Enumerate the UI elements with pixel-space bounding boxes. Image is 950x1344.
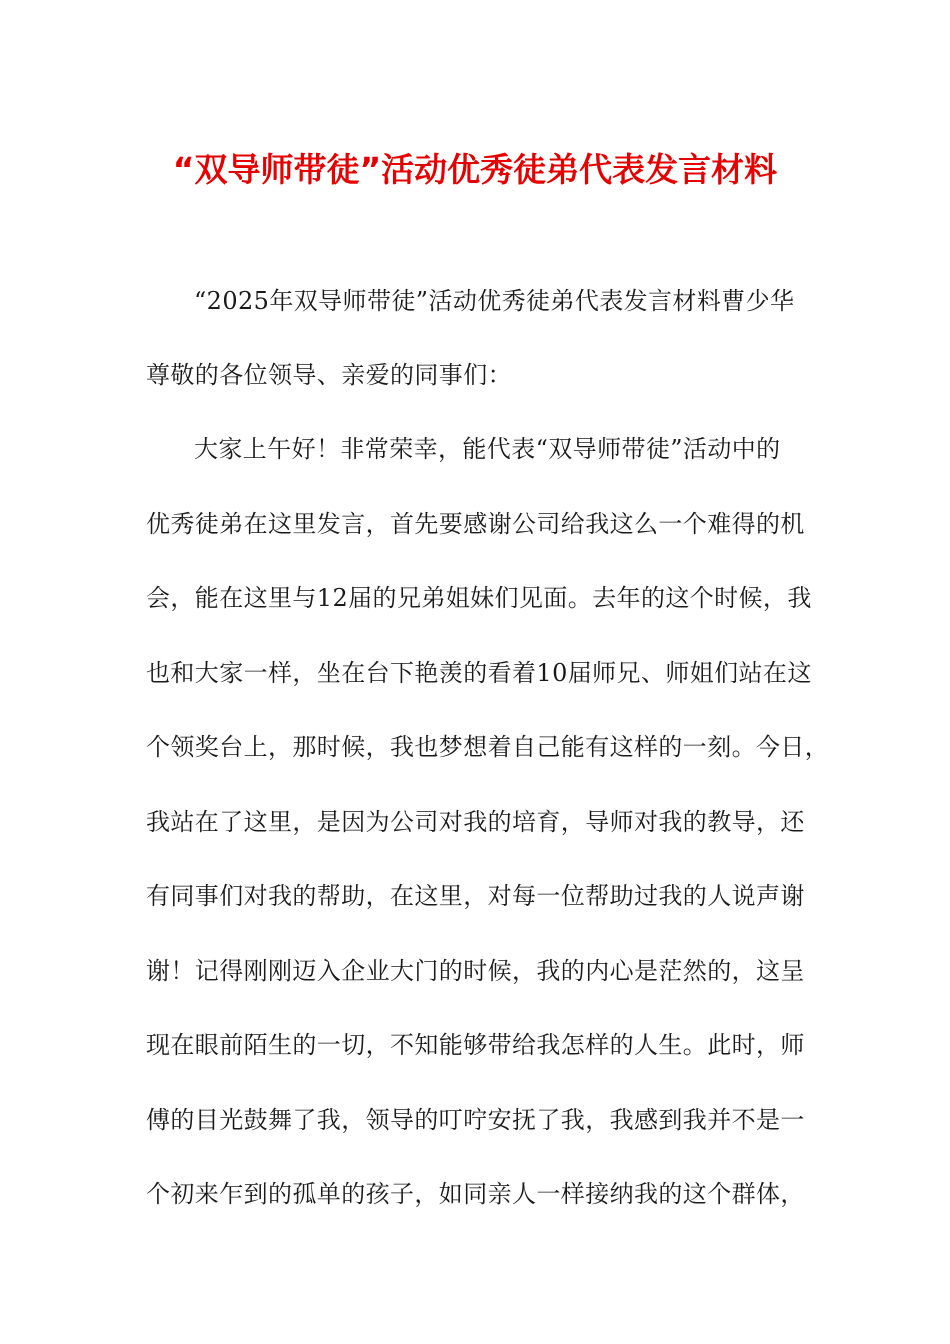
paragraph-line: 谢！记得刚刚迈入企业大门的时候，我的内心是茫然的，这呈: [146, 957, 805, 985]
paragraph-line: 优秀徒弟在这里发言，首先要感谢公司给我这么一个难得的机: [146, 510, 805, 538]
subtitle-line: “2025年双导师带徒”活动优秀徒弟代表发言材料曹少华: [194, 287, 795, 315]
document-title: “双导师带徒”活动优秀徒弟代表发言材料: [172, 150, 778, 189]
paragraph-line: 现在眼前陌生的一切，不知能够带给我怎样的人生。此时，师: [146, 1031, 805, 1059]
paragraph-line: 会，能在这里与12届的兄弟姐妹们见面。去年的这个时候，我: [146, 584, 812, 612]
paragraph-line: 也和大家一样，坐在台下艳羡的看着10届师兄、师姐们站在这: [146, 659, 812, 687]
salutation-line: 尊敬的各位领导、亲爱的同事们：: [146, 361, 512, 389]
paragraph-line: 大家上午好！非常荣幸，能代表“双导师带徒”活动中的: [194, 435, 781, 463]
paragraph-line: 傅的目光鼓舞了我，领导的叮咛安抚了我，我感到我并不是一: [146, 1106, 805, 1134]
paragraph-line: 我站在了这里，是因为公司对我的培育，导师对我的教导，还: [146, 808, 805, 836]
paragraph-line: 个初来乍到的孤单的孩子，如同亲人一样接纳我的这个群体，: [146, 1180, 805, 1208]
paragraph-line: 有同事们对我的帮助，在这里，对每一位帮助过我的人说声谢: [146, 882, 805, 910]
paragraph-line: 个领奖台上，那时候，我也梦想着自己能有这样的一刻。今日，: [146, 733, 830, 761]
